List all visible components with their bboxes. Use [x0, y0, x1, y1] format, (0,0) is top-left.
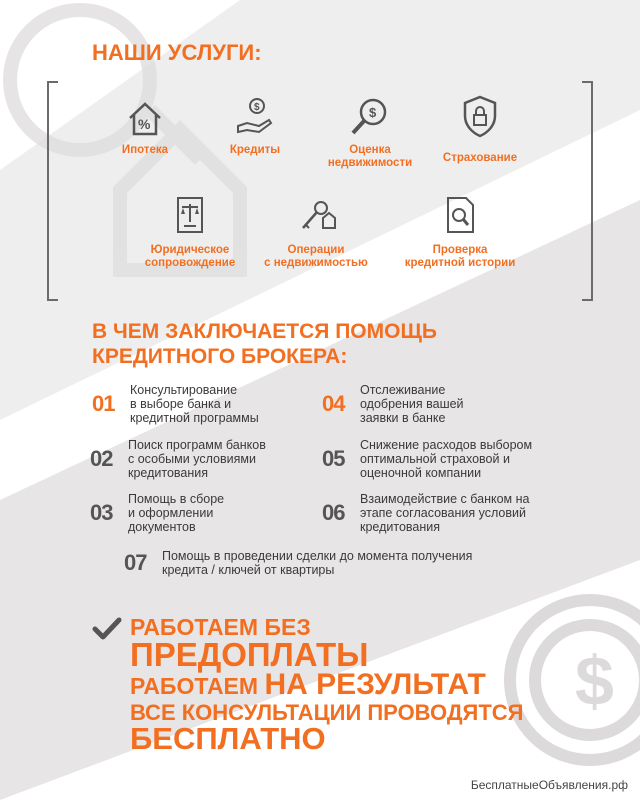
service-legal — [120, 194, 260, 270]
step-text: Помощь в сборе и оформлении документов — [128, 492, 225, 534]
svg-text:%: % — [138, 116, 151, 132]
service-insurance — [410, 94, 550, 165]
step-06 — [322, 492, 529, 534]
keys-icon — [295, 198, 337, 238]
watermark-text: БесплатныеОбъявления.рф — [470, 778, 628, 792]
step-02 — [90, 438, 266, 480]
services-title: НАШИ УСЛУГИ: — [92, 40, 262, 65]
service-label: Юридическое сопровождение — [144, 244, 236, 269]
step-text: Взаимодействие с банком на этапе согласования условий кредитования — [360, 492, 530, 534]
service-label: Кредиты — [229, 144, 281, 156]
step-01 — [92, 383, 259, 425]
step-number: 02 — [90, 446, 113, 471]
document-search-icon — [440, 194, 480, 238]
svg-text:$: $ — [575, 642, 614, 720]
step-04 — [322, 383, 464, 425]
step-number: 06 — [322, 500, 345, 525]
percent-house-icon — [125, 98, 165, 138]
service-label: Проверка кредитной истории — [404, 244, 516, 269]
legal-document-icon — [170, 194, 210, 238]
step-number: 05 — [322, 446, 345, 471]
help-title-line1: В ЧЕМ ЗАКЛЮЧАЕТСЯ ПОМОЩЬ — [92, 320, 437, 343]
service-credit-history — [390, 194, 530, 270]
step-text: Помощь в проведении сделки до момента получения кредита / ключей от квартиры — [162, 549, 473, 577]
service-label: Ипотека — [121, 144, 169, 156]
money-hand-icon — [235, 96, 275, 138]
step-number: 07 — [124, 550, 147, 575]
step-text: Снижение расходов выбором оптимальной страховой и оценочной компании — [360, 438, 533, 480]
step-number: 04 — [322, 391, 345, 416]
svg-text:$: $ — [254, 102, 260, 113]
step-number: 01 — [92, 391, 115, 416]
service-label: Страхование — [442, 152, 518, 164]
magnifier-dollar-icon — [349, 96, 391, 138]
promo-line1: РАБОТАЕМ БЕЗ — [130, 614, 311, 640]
promo-line4: ВСЕ КОНСУЛЬТАЦИИ ПРОВОДЯТСЯ — [130, 700, 524, 725]
promo-line3 — [130, 668, 486, 702]
svg-text:$: $ — [369, 105, 377, 120]
promo-line3-emphasis: НА РЕЗУЛЬТАТ — [264, 668, 486, 701]
promo-line5: БЕСПЛАТНО — [130, 721, 326, 756]
step-text: Консультирование в выборе банка и кредитной программы — [130, 383, 259, 425]
service-label: Операции с недвижимостью — [264, 244, 368, 269]
step-03 — [90, 492, 224, 534]
service-realty-operations — [246, 198, 386, 270]
shield-lock-icon — [460, 94, 500, 138]
step-05 — [322, 438, 532, 480]
promo-line2: ПРЕДОПЛАТЫ — [130, 636, 369, 673]
promo-line3-prefix: РАБОТАЕМ — [130, 673, 265, 699]
step-text: Поиск программ банков с особыми условиями кредитования — [128, 438, 266, 480]
checkmark-icon — [92, 616, 122, 642]
step-07 — [124, 549, 472, 577]
step-number: 03 — [90, 500, 113, 525]
step-text: Отслеживание одобрения вашей заявки в банке — [360, 383, 464, 425]
service-label: Оценка недвижимости — [327, 144, 413, 169]
help-title-line2: КРЕДИТНОГО БРОКЕРА: — [92, 345, 348, 368]
